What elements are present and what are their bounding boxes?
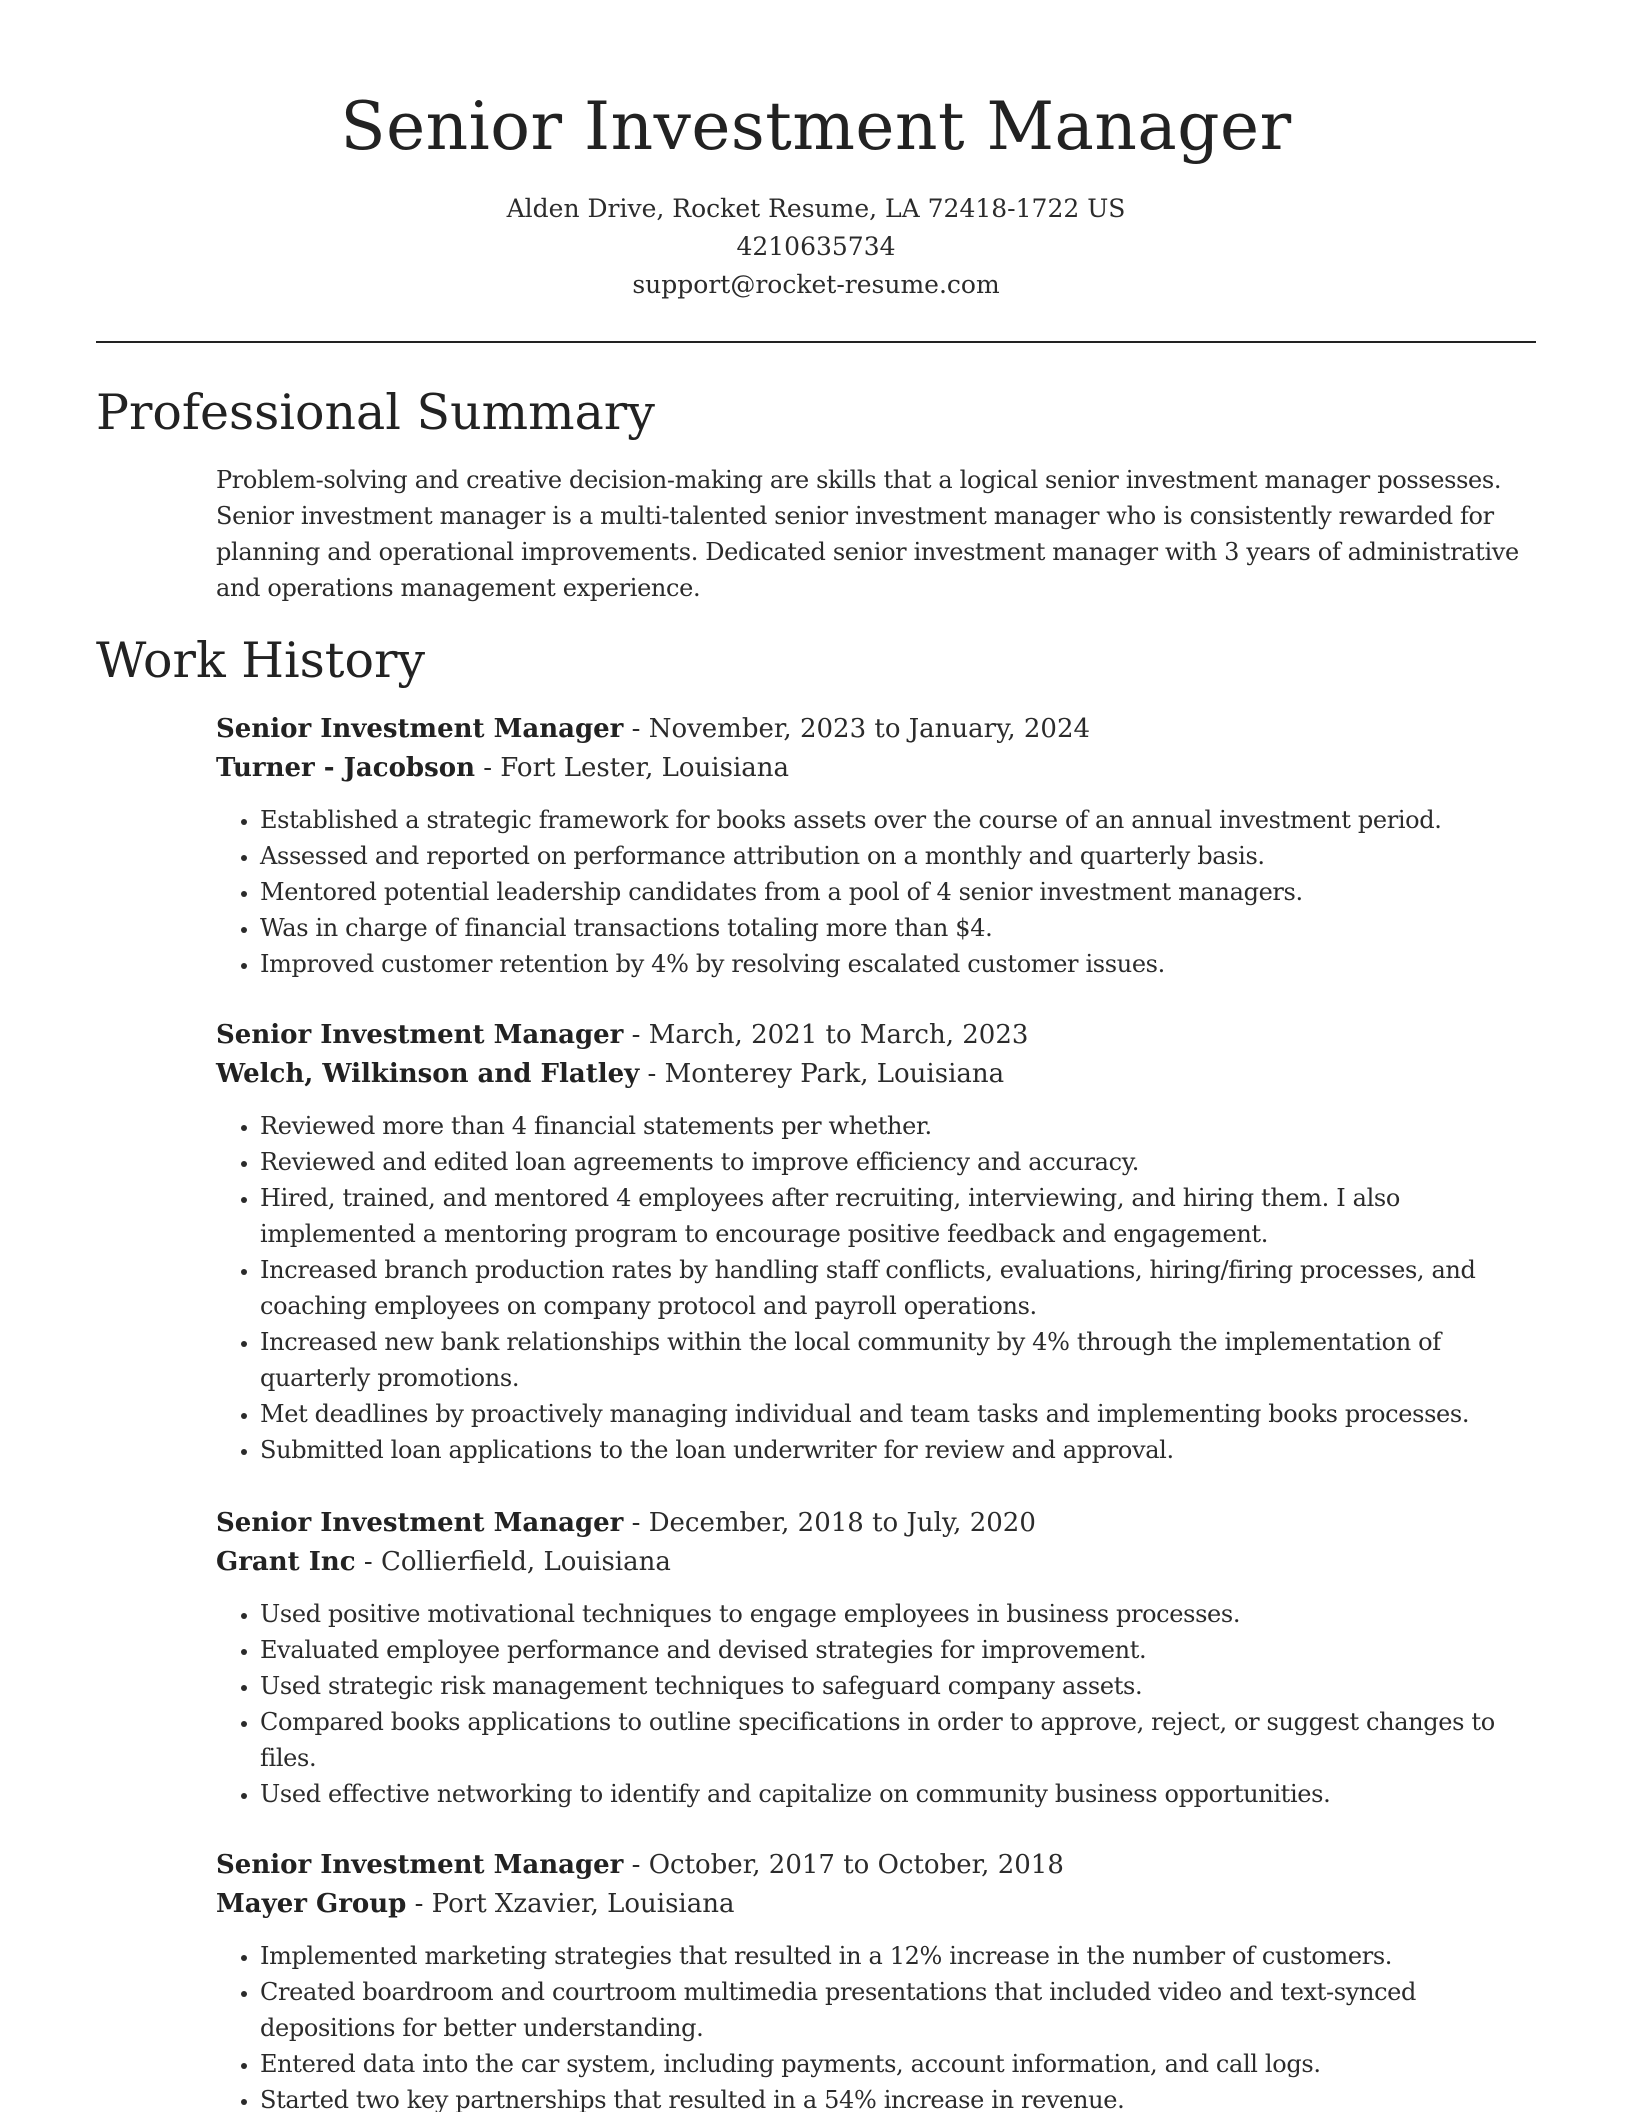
job-company: Grant Inc <box>216 1547 356 1577</box>
job-company: Mayer Group <box>216 1889 407 1919</box>
job-dates: - November, 2023 to January, 2024 <box>623 714 1091 744</box>
job-bullets <box>216 1596 1536 1812</box>
job-location: - Port Xzavier, Louisiana <box>406 1889 735 1919</box>
job-entry <box>216 710 1536 982</box>
job-bullets <box>216 1108 1536 1468</box>
job-location: - Fort Lester, Louisiana <box>474 753 790 783</box>
work-history-heading: Work History <box>96 632 426 689</box>
job-dates: - October, 2017 to October, 2018 <box>623 1850 1064 1880</box>
job-company-line <box>216 1885 1536 1924</box>
job-role: Senior Investment Manager <box>216 1508 624 1538</box>
job-bullet: • Established a strategic framework for books assets over the course of an annual investment period. <box>260 802 1536 838</box>
job-bullets <box>216 802 1536 982</box>
job-company-line <box>216 1543 1536 1582</box>
job-bullet: • Reviewed more than 4 financial statements per whether. <box>260 1108 1536 1144</box>
contact-phone: 4210635734 <box>736 232 896 261</box>
job-entry <box>216 1504 1536 1812</box>
job-bullet: • Submitted loan applications to the loan underwriter for review and approval. <box>260 1432 1536 1468</box>
job-bullet: • Used positive motivational techniques to engage employees in business processes. <box>260 1596 1536 1632</box>
job-title-line <box>216 1846 1536 1885</box>
job-bullet: • Met deadlines by proactively managing individual and team tasks and implementing books processes. <box>260 1396 1536 1432</box>
job-bullet: • Increased branch production rates by handling staff conflicts, evaluations, hiring/firing processes, and coaching employees on company protocol and payroll operations. <box>260 1252 1536 1324</box>
job-company: Turner - Jacobson <box>216 753 475 783</box>
job-location: - Collierfield, Louisiana <box>355 1547 671 1577</box>
job-bullet: • Implemented marketing strategies that resulted in a 12% increase in the number of customers. <box>260 1938 1536 1974</box>
job-bullet: • Improved customer retention by 4% by resolving escalated customer issues. <box>260 946 1536 982</box>
contact-email: support@rocket-resume.com <box>632 270 1000 299</box>
job-bullet: • Assessed and reported on performance attribution on a monthly and quarterly basis. <box>260 838 1536 874</box>
job-company: Welch, Wilkinson and Flatley <box>216 1059 640 1089</box>
job-dates: - March, 2021 to March, 2023 <box>623 1020 1029 1050</box>
job-bullet: • Evaluated employee performance and devised strategies for improvement. <box>260 1632 1536 1668</box>
job-company-line <box>216 1055 1536 1094</box>
job-title-line <box>216 1504 1536 1543</box>
job-role: Senior Investment Manager <box>216 1020 624 1050</box>
job-bullet: • Mentored potential leadership candidates from a pool of 4 senior investment managers. <box>260 874 1536 910</box>
summary-heading: Professional Summary <box>96 384 655 441</box>
job-role: Senior Investment Manager <box>216 714 624 744</box>
job-bullet: • Created boardroom and courtroom multimedia presentations that included video and text-synced depositions for better understanding. <box>260 1974 1536 2046</box>
job-bullet: • Entered data into the car system, including payments, account information, and call logs. <box>260 2046 1536 2082</box>
job-bullet: • Used effective networking to identify and capitalize on community business opportunities. <box>260 1776 1536 1812</box>
job-bullet: • Started two key partnerships that resulted in a 54% increase in revenue. <box>260 2082 1536 2112</box>
job-company-line <box>216 749 1536 788</box>
job-bullets <box>216 1938 1536 2112</box>
job-dates: - December, 2018 to July, 2020 <box>623 1508 1036 1538</box>
job-title-line <box>216 1016 1536 1055</box>
candidate-name: Senior Investment Manager <box>340 88 1292 165</box>
resume-header <box>0 0 1632 304</box>
job-location: - Monterey Park, Louisiana <box>639 1059 1005 1089</box>
job-bullet: • Reviewed and edited loan agreements to improve efficiency and accuracy. <box>260 1144 1536 1180</box>
job-bullet: • Increased new bank relationships within the local community by 4% through the implementation of quarterly promotions. <box>260 1324 1536 1396</box>
summary-text: Problem-solving and creative decision-making are skills that a logical senior investment manager possesses. Senior investment manager is a multi-talented senior investment manager who is consistently rewarded for planning and operational improvements. Dedicated senior investment manager with 3 years of administrative and operations management experience. <box>216 466 1519 602</box>
contact-address: Alden Drive, Rocket Resume, LA 72418-1722 US <box>506 194 1126 223</box>
header-divider <box>96 341 1536 343</box>
job-bullet: • Used strategic risk management techniques to safeguard company assets. <box>260 1668 1536 1704</box>
job-title-line <box>216 710 1536 749</box>
job-role: Senior Investment Manager <box>216 1850 624 1880</box>
job-bullet: • Compared books applications to outline specifications in order to approve, reject, or suggest changes to files. <box>260 1704 1536 1776</box>
job-bullet: • Was in charge of financial transactions totaling more than $4. <box>260 910 1536 946</box>
job-entry <box>216 1846 1536 2112</box>
job-bullet: • Hired, trained, and mentored 4 employees after recruiting, interviewing, and hiring them. I also implemented a mentoring program to encourage positive feedback and engagement. <box>260 1180 1536 1252</box>
contact-info <box>0 190 1632 304</box>
job-entry <box>216 1016 1536 1468</box>
